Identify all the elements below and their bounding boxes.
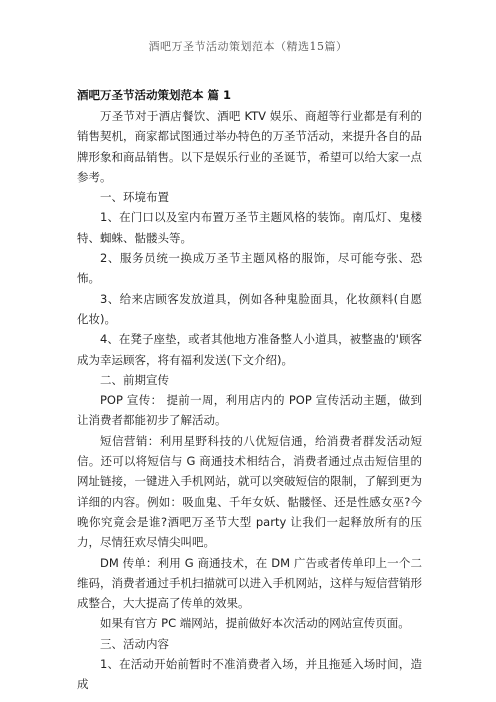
paragraph-activity-1: 1、在活动开始前暂时不准消费者入场，并且拖延入场时间，造成 — [77, 657, 422, 692]
heading-promotion: 二、前期宣传 — [100, 372, 169, 387]
paragraph-pop: POP 宣传： 提前一周，利用店内的 POP 宣传活动主题，做到让消费者都能初步了解活动。 — [77, 393, 422, 428]
paragraph-env-4: 4、在凳子座垫，或者其他地方准备整人小道具，被整蛊的'顾客成为幸运顾客，将有福利发送(下文介绍)。 — [77, 332, 422, 367]
section-title: 酒吧万圣节活动策划范本 篇 1 — [77, 88, 232, 102]
document-header-title: 酒吧万圣节活动策划范本（精选15篇） — [148, 40, 348, 53]
heading-environment: 一、环境布置 — [100, 190, 169, 205]
paragraph-pc-site: 如果有官方 PC 端网站，提前做好本次活动的网站宣传页面。 — [100, 616, 410, 631]
paragraph-sms: 短信营销：利用星野科技的八优短信通，给消费者群发活动短信。还可以将短信与 G 商通技术相结合，消费者通过点击短信里的网址链接，一键进入手机网站，就可以突破短信的限制，了解到更为详细的内容。例如：吸血鬼、千年女妖、骷髅怪、还是性感女巫?今晚你究竟会是谁?酒吧万圣节大型 party 让我们一起释放所有的压力，尽情狂欢尽情尖叫吧。 — [77, 433, 422, 550]
heading-activity: 三、活动内容 — [100, 636, 169, 651]
paragraph-env-2: 2、服务员统一换成万圣节主题风格的服饰，尽可能夸张、恐怖。 — [77, 251, 422, 286]
paragraph-env-3: 3、给来店顾客发放道具，例如各种鬼脸面具，化妆颜料(自愿化妆)。 — [77, 291, 422, 326]
document-body — [77, 86, 422, 695]
paragraph-dm: DM 传单：利用 G 商通技术，在 DM 广告或者传单印上一个二维码，消费者通过手机扫描就可以进入手机网站，这样与短信营销形成整合，大大提高了传单的效果。 — [77, 555, 422, 611]
paragraph-env-1: 1、在门口以及室内布置万圣节主题风格的装饰。南瓜灯、鬼楼特、蜘蛛、骷髅头等。 — [77, 210, 422, 245]
paragraph-intro: 万圣节对于酒店餐饮、酒吧 KTV 娱乐、商超等行业都是有利的销售契机，商家都试图通过举办特色的万圣节活动，来提升各自的品牌形象和商品销售。以下是娱乐行业的圣诞节，希望可以给大家一点参考。 — [77, 109, 422, 184]
